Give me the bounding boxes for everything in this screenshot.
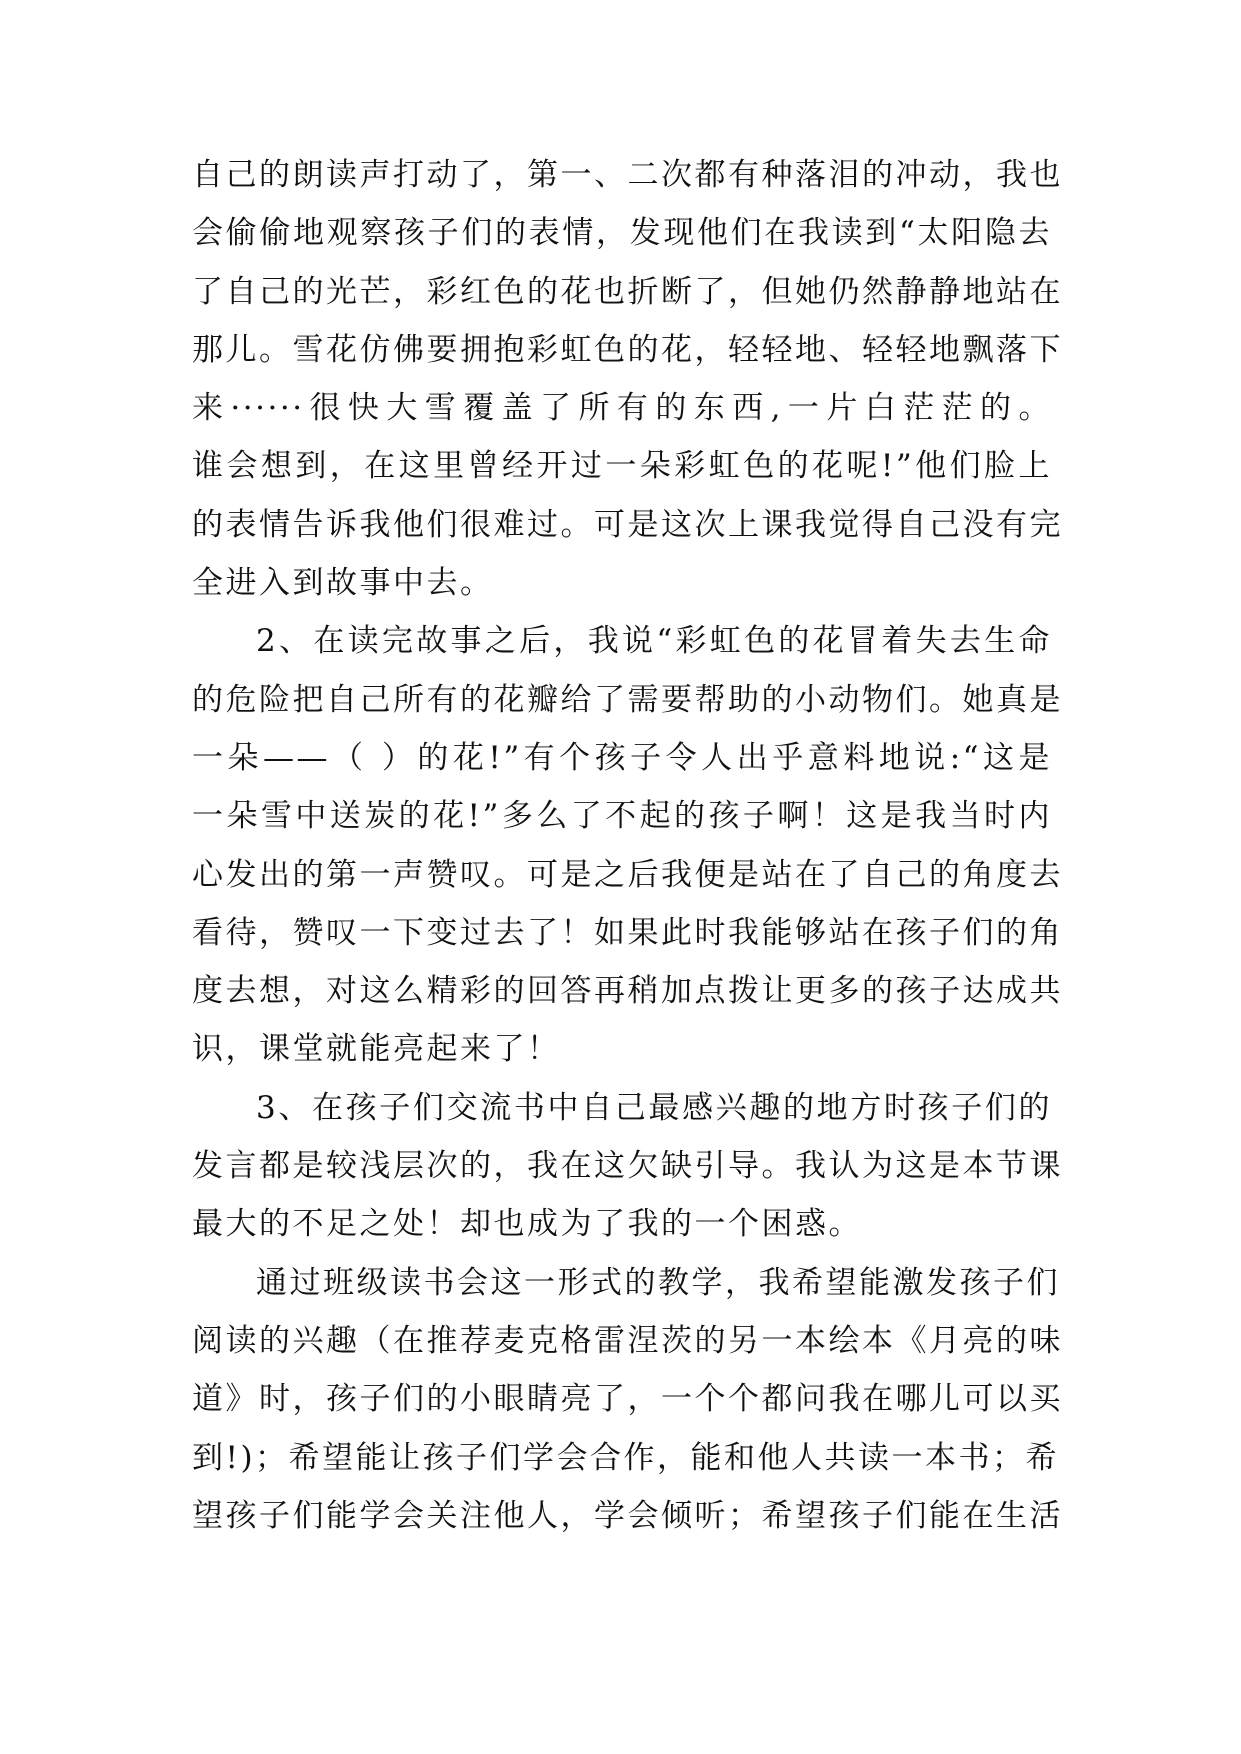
text-line: 阅读的兴趣（在推荐麦克格雷涅茨的另一本绘本《月亮的味 [192, 1322, 1063, 1359]
text-line: 发言都是较浅层次的，我在这欠缺引导。我认为这是本节课 [192, 1148, 1063, 1185]
document-page [192, 146, 1063, 1545]
text-line: 道》时，孩子们的小眼睛亮了，一个个都问我在哪儿可以买 [192, 1381, 1063, 1418]
text-line: 心发出的第一声赞叹。可是之后我便是站在了自己的角度去 [192, 856, 1063, 893]
text-line: 3、在孩子们交流书中自己最感兴趣的地方时孩子们的 [256, 1089, 1052, 1126]
text-line: 2、在读完故事之后，我说“彩虹色的花冒着失去生命 [256, 623, 1052, 660]
text-line: 谁会想到，在这里曾经开过一朵彩虹色的花呢!”他们脸上 [192, 448, 1052, 485]
text-line: 一朵雪中送炭的花!”多么了不起的孩子啊！这是我当时内 [192, 798, 1052, 835]
text-line: 了自己的光芒，彩红色的花也折断了，但她仍然静静地站在 [192, 273, 1063, 310]
text-line: 自己的朗读声打动了，第一、二次都有种落泪的冲动，我也 [192, 157, 1063, 193]
text-line: 识，课堂就能亮起来了！ [192, 1031, 561, 1068]
text-line: 那儿。雪花仿佛要拥抱彩虹色的花，轻轻地、轻轻地飘落下 [192, 331, 1063, 368]
text-line: 看待，赞叹一下变过去了！如果此时我能够站在孩子们的角 [192, 914, 1063, 951]
text-line: 最大的不足之处！却也成为了我的一个困惑。 [192, 1206, 862, 1243]
text-line: 到!)；希望能让孩子们学会合作，能和他人共读一本书；希 [192, 1439, 1060, 1476]
text-line: 的表情告诉我他们很难过。可是这次上课我觉得自己没有完 [192, 506, 1063, 543]
text-line: 全进入到故事中去。 [192, 565, 494, 602]
text-line: 会偷偷地观察孩子们的表情，发现他们在我读到“太阳隐去 [192, 215, 1052, 252]
text-line: 来······很快大雪覆盖了所有的东西,一片白茫茫的。 [192, 390, 1052, 427]
text-line: 望孩子们能学会关注他人，学会倾听；希望孩子们能在生活 [192, 1497, 1063, 1534]
text-line: 通过班级读书会这一形式的教学，我希望能激发孩子们 [256, 1264, 1060, 1301]
text-line: 一朵——（ ）的花!”有个孩子令人出乎意料地说:“这是 [192, 739, 1052, 776]
text-line: 的危险把自己所有的花瓣给了需要帮助的小动物们。她真是 [192, 681, 1063, 718]
text-line: 度去想，对这么精彩的回答再稍加点拨让更多的孩子达成共 [192, 973, 1063, 1010]
